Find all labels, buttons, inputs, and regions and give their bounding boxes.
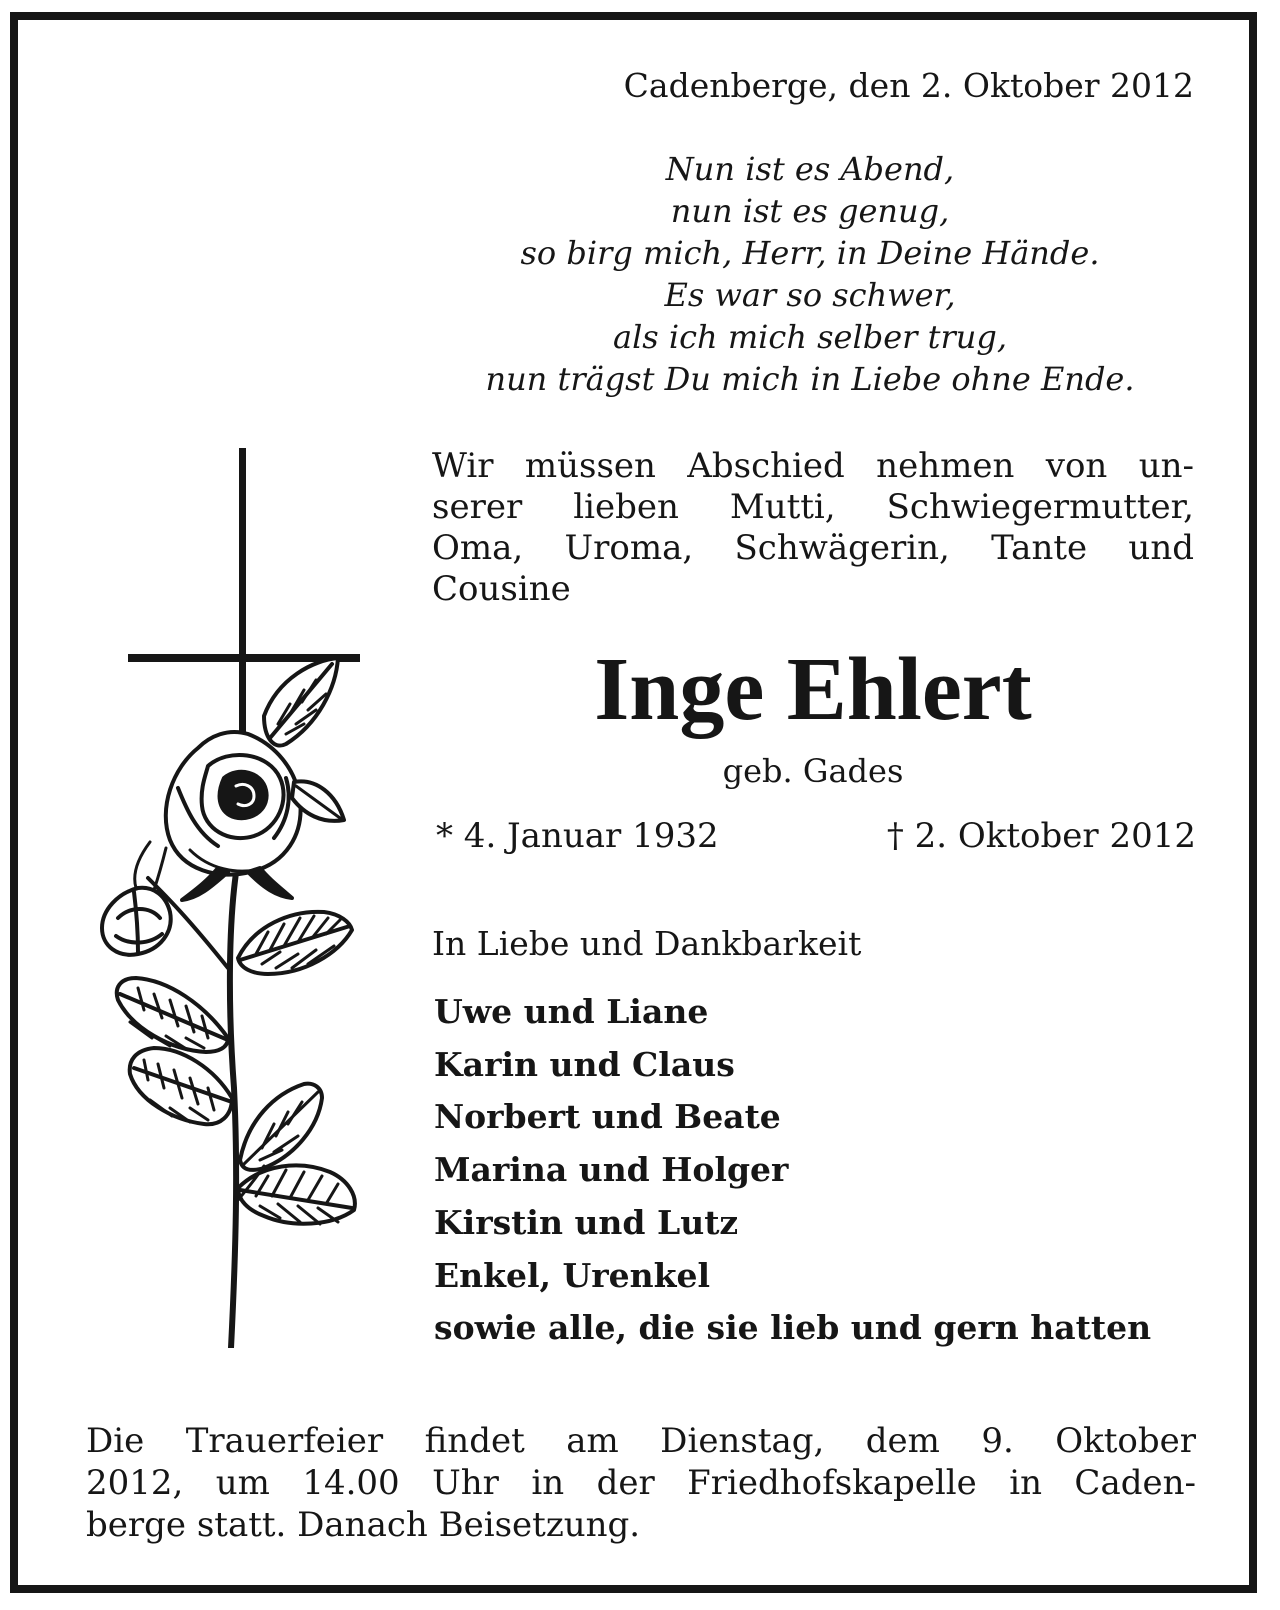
rose-icon: [102, 658, 355, 1348]
service-line: Die Trauerfeier findet am Dienstag, dem 9. Oktober: [86, 1421, 1196, 1461]
service-line: berge statt. Danach Beisetzung.: [86, 1505, 641, 1545]
deceased-name: Inge Ehlert: [594, 640, 1032, 739]
poem: [420, 148, 1200, 400]
birth-date: * 4. Januar 1932: [436, 816, 719, 856]
farewell-text: [432, 446, 1194, 610]
mourner-entry: Kirstin und Lutz: [434, 1202, 739, 1242]
farewell-line: Cousine: [432, 569, 571, 609]
poem-line: als ich mich selber trug,: [612, 318, 1008, 356]
cross-and-rose-illustration: [78, 448, 378, 1348]
mourner-entry: Norbert und Beate: [434, 1097, 781, 1137]
poem-line: so birg mich, Herr, in Deine Hände.: [520, 234, 1100, 272]
poem-line: Es war so schwer,: [664, 276, 956, 314]
poem-line: nun trägst Du mich in Liebe ohne Ende.: [485, 360, 1135, 398]
farewell-line: serer lieben Mutti, Schwiegermutter,: [432, 487, 1194, 527]
mourners-list: [434, 986, 1151, 1355]
farewell-line: Wir müssen Abschied nehmen von un-: [432, 446, 1194, 486]
death-date: † 2. Oktober 2012: [886, 816, 1196, 856]
mourner-entry: Marina und Holger: [434, 1150, 789, 1190]
poem-line: nun ist es genug,: [670, 192, 950, 230]
farewell-line: Oma, Uroma, Schwägerin, Tante und: [432, 528, 1194, 568]
mourner-entry: sowie alle, die sie lieb und gern hatten: [434, 1308, 1152, 1348]
maiden-name: geb. Gades: [722, 752, 904, 790]
funeral-service-notice: [86, 1420, 1196, 1546]
service-line: 2012, um 14.00 Uhr in der Friedhofskapelle in Caden-: [86, 1463, 1196, 1503]
mourner-entry: Enkel, Urenkel: [434, 1255, 711, 1295]
mourner-entry: Uwe und Liane: [434, 992, 709, 1031]
thanks-line: In Liebe und Dankbarkeit: [432, 924, 862, 963]
mourner-entry: Karin und Claus: [434, 1044, 735, 1084]
poem-line: Nun ist es Abend,: [665, 150, 955, 188]
place-date: Cadenberge, den 2. Oktober 2012: [623, 66, 1194, 105]
